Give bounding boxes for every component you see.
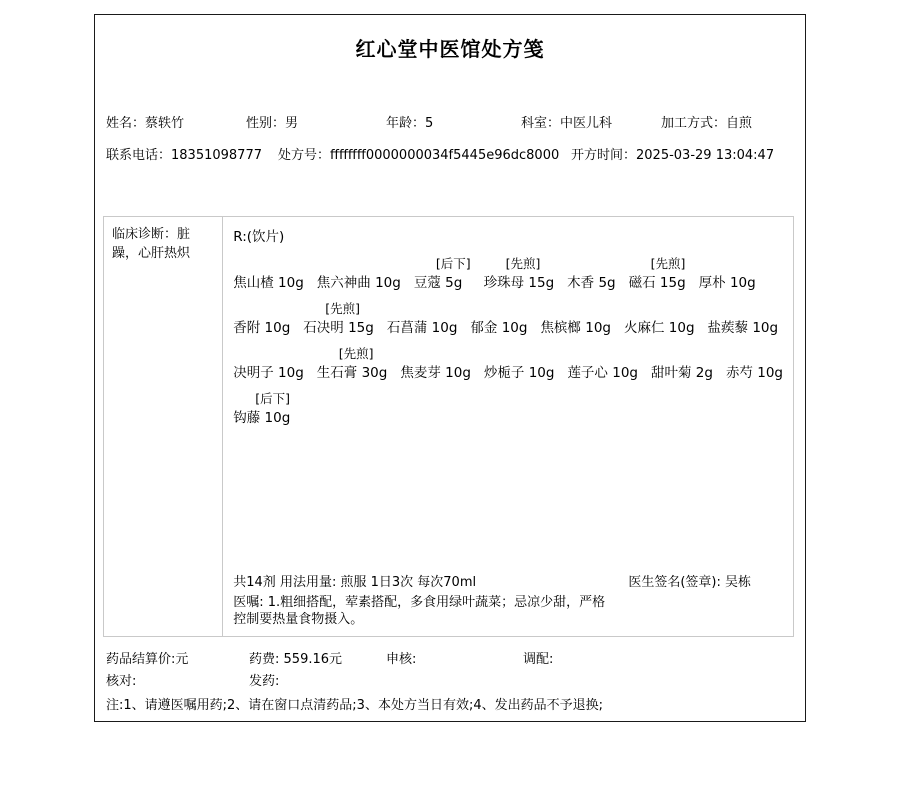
herb-dose: 10g [264,410,291,426]
herb-dose: 10g [757,365,783,381]
herb-name: 焦六神曲 [316,275,371,291]
herb-annotation: [先煎] [338,346,374,361]
herb-name: 香附 [233,320,261,336]
herb-item [400,345,471,385]
diagnosis-text: 脏躁，心肝热炽 [112,227,191,261]
dose-count: 共14剂 [233,575,276,590]
patient-name-label: 姓名： [106,116,146,131]
herb-item [651,345,713,385]
herb-row-4 [233,390,783,430]
verify-label: 核对: [106,674,137,689]
patient-name-value: 蔡轶竹 [145,116,185,131]
herb-name: 钩藤 [233,410,261,426]
processing-method-label: 加工方式： [661,116,727,131]
herb-name: 厚朴 [698,275,726,291]
herb-name: 盐蒺藜 [707,320,749,336]
patient-gender-value: 男 [285,116,299,131]
herb-dose: 15g [528,275,555,291]
herb-name: 焦麦芽 [400,365,441,381]
herb-name: 石决明 [303,320,344,336]
herb-dose: 10g [612,365,638,381]
patient-age-value: 5 [425,116,434,131]
rx-number-field [278,147,559,165]
herb-annotation [484,345,555,363]
herb-item [726,345,783,385]
dispense-label: 调配: [523,652,554,667]
settle-price-value: 元 [175,652,189,667]
herb-name: 石菖蒲 [386,320,428,336]
herb-name: 生石膏 [316,365,358,381]
prescription-sheet [94,14,806,722]
herb-item [629,255,686,295]
medicine-fee-label: 药费: [249,652,280,667]
herb-row-2 [233,300,783,340]
rx-time-value: 2025-03-29 13:04:47 [636,148,775,163]
herb-item [233,345,304,385]
herb-annotation [387,300,458,318]
herb-row-1 [233,255,783,295]
herb-dose: 15g [659,275,686,291]
herb-dose: 5g [598,275,616,291]
herb-name: 炒栀子 [483,365,525,381]
herb-dose: 10g [729,275,756,291]
dispense-field [523,651,553,669]
note-row [95,697,805,715]
herb-name: 甜叶菊 [650,365,692,381]
patient-gender-field [246,115,298,133]
herb-dose: 5g [445,275,463,291]
herb-name: 决明子 [233,365,274,381]
herbs-cell [223,217,793,636]
herb-annotation [567,345,638,363]
herb-item [567,345,638,385]
herb-name: 焦槟榔 [540,320,581,336]
herb-row-3 [233,345,783,385]
medical-advice: 医嘱: 1.粗细搭配，荤素搭配，多食用绿叶蔬菜；忌凉少甜，严格控制要热量食物摄入。 [233,595,606,627]
processing-method-value: 自煎 [726,116,753,131]
processing-method-field [661,115,752,133]
settle-price-label: 药品结算价: [106,652,176,667]
herb-annotation [233,255,304,273]
herb-annotation [708,300,779,318]
issue-label: 发药: [249,674,280,689]
review-label: 申核: [386,652,417,667]
herb-dose: 10g [752,320,779,336]
rx-time-field [571,147,774,165]
herb-item [484,345,555,385]
rx-number-value: ffffffff0000000034f5445e96dc8000 [330,148,560,163]
herb-item [317,345,388,385]
issue-field [249,673,279,691]
medicine-fee-value: 559.16元 [283,652,343,667]
herb-dose: 10g [585,320,611,336]
medicine-fee-field [249,651,342,669]
herb-item [624,300,695,340]
herb-annotation [233,300,290,318]
usage-label: 用法用量: [279,575,337,590]
herb-dose: 10g [528,365,555,381]
herb-item [699,255,756,295]
herb-item [567,255,615,295]
patient-dept-value: 中医儿科 [560,116,613,131]
herb-name: 火麻仁 [623,320,665,336]
patient-dept-label: 科室： [521,116,561,131]
herb-item [484,255,555,295]
herb-annotation [699,255,756,273]
check-row [95,673,805,691]
patient-info-row-1 [95,115,805,133]
rx-header: R:(饮片) [233,229,285,245]
patient-gender-label: 性别： [246,116,286,131]
herb-name: 磁石 [628,275,656,291]
herb-dose: 10g [445,365,471,381]
patient-info-row-2 [95,147,805,165]
diagnosis-label: 临床诊断： [112,227,178,242]
herb-annotation [233,345,304,363]
footer-note: 注:1、请遵医嘱用药;2、请在窗口点清药品;3、本处方当日有效;4、发出药品不予退换; [106,698,603,713]
herb-annotation: [先煎] [325,301,361,316]
doctor-signature [628,574,751,591]
herb-annotation: [后下] [435,256,471,271]
herb-name: 郁金 [470,320,498,336]
usage-value: 煎服 1日3次 每次70ml [340,575,477,590]
phone-label: 联系电话： [106,148,172,163]
patient-age-label: 年龄： [386,116,426,131]
herb-name: 木香 [567,275,595,291]
herb-dose: 10g [431,320,458,336]
rx-time-label: 开方时间： [571,148,637,163]
settlement-row [95,651,805,669]
patient-dept-field [521,115,612,133]
rx-number-label: 处方号： [278,148,331,163]
herb-item [708,300,779,340]
herb-item [414,255,471,295]
herb-name: 赤芍 [725,365,753,381]
herb-annotation [317,255,401,273]
herb-annotation [400,345,471,363]
doctor-name: 吴栋 [724,575,751,590]
herb-annotation [470,300,527,318]
herb-dose: 2g [695,365,713,381]
herb-annotation [624,300,695,318]
phone-value: 18351098777 [171,148,262,163]
page-title: 红心堂中医馆处方笺 [355,37,545,61]
herb-dose: 10g [278,365,304,381]
patient-name-field [106,115,184,133]
diagnosis-cell [104,217,223,636]
herb-annotation [726,345,783,363]
herb-item [233,300,290,340]
herb-annotation: [后下] [255,391,291,406]
herb-annotation [540,300,611,318]
herb-dose: 15g [348,320,374,336]
herb-name: 豆蔻 [413,275,441,291]
herb-item [233,390,290,430]
herb-dose: 10g [668,320,695,336]
herb-dose: 10g [264,320,291,336]
herb-name: 珍珠母 [483,275,525,291]
herb-item [540,300,611,340]
herb-item [470,300,527,340]
herb-dose: 30g [361,365,388,381]
herb-dose: 10g [278,275,304,291]
herb-item [387,300,458,340]
herb-name: 焦山楂 [233,275,274,291]
herb-annotation: [先煎] [650,256,686,271]
phone-field [106,147,262,165]
prescription-box [103,216,794,637]
herb-annotation: [先煎] [505,256,541,271]
herb-dose: 10g [375,275,401,291]
verify-field [106,673,136,691]
patient-age-field [386,115,433,133]
review-field [386,651,416,669]
herb-name: 莲子心 [567,365,608,381]
herb-item [233,255,304,295]
herb-dose: 10g [501,320,528,336]
herb-item [317,255,401,295]
usage-row [233,574,783,591]
herb-annotation [567,255,615,273]
herb-item [303,300,374,340]
doctor-signature-label: 医生签名(签章): [628,575,721,590]
settle-price-field [106,651,188,669]
spacer [233,435,783,574]
herb-annotation [651,345,713,363]
